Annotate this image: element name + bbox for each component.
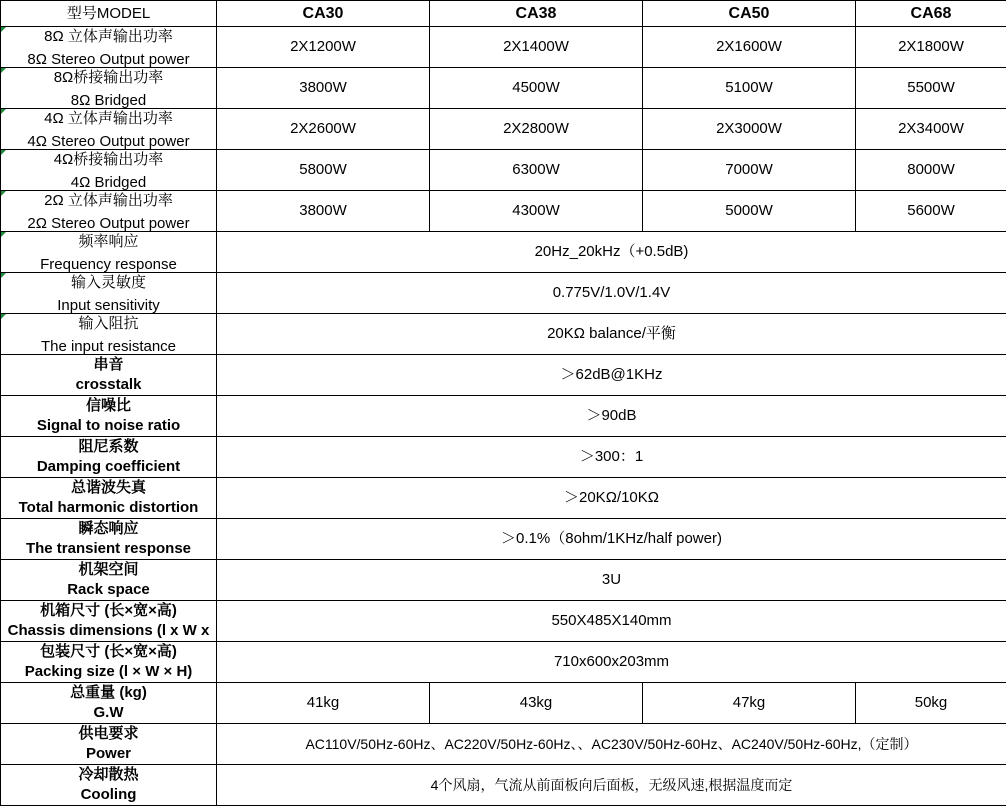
label-zh: 4Ω 立体声输出功率: [1, 109, 216, 129]
row-label-cell[interactable]: [1, 560, 217, 601]
value-cell[interactable]: 2X1800W: [856, 27, 1006, 68]
merged-value-cell[interactable]: ＞0.1%（8ohm/1KHz/half power): [217, 519, 1006, 560]
row-label-cell[interactable]: [1, 273, 217, 314]
row-label-cell[interactable]: [1, 765, 217, 806]
table-row: [1, 560, 1006, 601]
table-row: [1, 314, 1006, 355]
value-cell[interactable]: 2X1600W: [643, 27, 856, 68]
label-en: 4Ω Stereo Output power: [1, 132, 216, 149]
value-cell[interactable]: 2X1200W: [217, 27, 430, 68]
table-row: [1, 396, 1006, 437]
value-cell[interactable]: 5600W: [856, 191, 1006, 232]
row-label-cell[interactable]: [1, 150, 217, 191]
table-row: [1, 191, 1006, 232]
model-ca30-header[interactable]: CA30: [217, 1, 430, 27]
value-cell[interactable]: 2X3000W: [643, 109, 856, 150]
table-row: [1, 642, 1006, 683]
row-label-cell[interactable]: [1, 437, 217, 478]
label-zh: 输入阻抗: [1, 314, 216, 334]
table-row: [1, 478, 1006, 519]
value-cell[interactable]: 3800W: [217, 68, 430, 109]
table-row: [1, 724, 1006, 765]
label-en: Signal to noise ratio: [1, 416, 216, 436]
table-row: [1, 109, 1006, 150]
row-label-cell[interactable]: [1, 683, 217, 724]
cell-marker-icon: [1, 109, 6, 114]
label-zh: 冷却散热: [1, 765, 216, 785]
row-label-cell[interactable]: [1, 478, 217, 519]
row-label-cell[interactable]: [1, 601, 217, 642]
label-zh: 包装尺寸 (长×宽×高): [1, 642, 216, 662]
row-label-cell[interactable]: [1, 314, 217, 355]
row-label-cell[interactable]: [1, 724, 217, 765]
value-cell[interactable]: 2X1400W: [430, 27, 643, 68]
label-zh: 总谐波失真: [1, 478, 216, 498]
cell-marker-icon: [1, 232, 6, 237]
value-cell[interactable]: 41kg: [217, 683, 430, 724]
label-zh: 2Ω 立体声输出功率: [1, 191, 216, 211]
merged-value-cell[interactable]: 550X485X140mm: [217, 601, 1006, 642]
label-en: Total harmonic distortion: [1, 498, 216, 518]
label-en: Rack space: [1, 580, 216, 600]
cell-marker-icon: [1, 68, 6, 73]
value-cell[interactable]: 5000W: [643, 191, 856, 232]
model-ca38-header[interactable]: CA38: [430, 1, 643, 27]
label-en: Damping coefficient: [1, 457, 216, 477]
table-row: [1, 765, 1006, 806]
label-zh: 总重量 (kg): [1, 683, 216, 703]
label-zh: 输入灵敏度: [1, 273, 216, 293]
value-cell[interactable]: 3800W: [217, 191, 430, 232]
value-cell[interactable]: 43kg: [430, 683, 643, 724]
value-cell[interactable]: 4500W: [430, 68, 643, 109]
value-cell[interactable]: 47kg: [643, 683, 856, 724]
label-en: The transient response: [1, 539, 216, 559]
label-zh: 瞬态响应: [1, 519, 216, 539]
label-en: 2Ω Stereo Output power: [1, 214, 216, 231]
merged-value-cell[interactable]: ＞62dB@1KHz: [217, 355, 1006, 396]
label-en: crosstalk: [1, 375, 216, 395]
row-label-cell[interactable]: [1, 191, 217, 232]
table-row: [1, 601, 1006, 642]
table-row: [1, 683, 1006, 724]
merged-value-cell[interactable]: ＞20KΩ/10KΩ: [217, 478, 1006, 519]
label-zh: 机架空间: [1, 560, 216, 580]
label-zh: 4Ω桥接输出功率: [1, 150, 216, 170]
value-cell[interactable]: 5500W: [856, 68, 1006, 109]
table-row: [1, 355, 1006, 396]
label-en: 8Ω Stereo Output power: [1, 50, 216, 67]
value-cell[interactable]: 5800W: [217, 150, 430, 191]
model-ca50-header[interactable]: CA50: [643, 1, 856, 27]
label-zh: 信噪比: [1, 396, 216, 416]
cell-marker-icon: [1, 191, 6, 196]
row-label-cell[interactable]: [1, 232, 217, 273]
table-row: [1, 150, 1006, 191]
label-en: Packing size (l × W × H): [1, 662, 216, 682]
merged-value-cell[interactable]: 4个风扇，气流从前面板向后面板，无级风速,根据温度而定: [217, 765, 1006, 806]
cell-marker-icon: [1, 27, 6, 32]
table-row: [1, 68, 1006, 109]
row-label-cell[interactable]: [1, 642, 217, 683]
label-en: 4Ω Bridged: [1, 173, 216, 190]
label-zh: 频率响应: [1, 232, 216, 252]
label-zh: 串音: [1, 355, 216, 375]
label-zh: 8Ω 立体声输出功率: [1, 27, 216, 47]
row-label-cell[interactable]: [1, 396, 217, 437]
merged-value-cell[interactable]: 0.775V/1.0V/1.4V: [217, 273, 1006, 314]
table-row: [1, 232, 1006, 273]
cell-marker-icon: [1, 273, 6, 278]
table-row: [1, 437, 1006, 478]
label-en: The input resistance: [1, 337, 216, 354]
value-cell[interactable]: 2X2800W: [430, 109, 643, 150]
label-zh: 8Ω桥接输出功率: [1, 68, 216, 88]
row-label-cell[interactable]: [1, 109, 217, 150]
label-en: Input sensitivity: [1, 296, 216, 313]
value-cell[interactable]: 4300W: [430, 191, 643, 232]
value-cell[interactable]: 5100W: [643, 68, 856, 109]
label-en: Frequency response: [1, 255, 216, 272]
value-cell[interactable]: 2X3400W: [856, 109, 1006, 150]
value-cell[interactable]: 2X2600W: [217, 109, 430, 150]
merged-value-cell[interactable]: ＞300：1: [217, 437, 1006, 478]
value-cell[interactable]: 8000W: [856, 150, 1006, 191]
row-label-cell[interactable]: [1, 355, 217, 396]
row-label-cell[interactable]: [1, 519, 217, 560]
value-cell[interactable]: 50kg: [856, 683, 1006, 724]
row-label-cell[interactable]: [1, 27, 217, 68]
model-header-cell[interactable]: 型号MODEL: [1, 1, 217, 27]
model-ca68-header[interactable]: CA68: [856, 1, 1006, 27]
table-row: [1, 27, 1006, 68]
label-en: 8Ω Bridged: [1, 91, 216, 108]
label-en: Power: [1, 744, 216, 764]
merged-value-cell[interactable]: 710x600x203mm: [217, 642, 1006, 683]
cell-marker-icon: [1, 150, 6, 155]
merged-value-cell[interactable]: ＞90dB: [217, 396, 1006, 437]
header-row: [1, 1, 1006, 27]
merged-value-cell[interactable]: 20KΩ balance/平衡: [217, 314, 1006, 355]
label-zh: 机箱尺寸 (长×宽×高): [1, 601, 216, 621]
table-row: [1, 519, 1006, 560]
label-zh: 阻尼系数: [1, 437, 216, 457]
value-cell[interactable]: 7000W: [643, 150, 856, 191]
merged-value-cell[interactable]: 3U: [217, 560, 1006, 601]
label-zh: 供电要求: [1, 724, 216, 744]
label-en: Cooling: [1, 785, 216, 805]
merged-value-cell[interactable]: 20Hz_20kHz（+0.5dB): [217, 232, 1006, 273]
label-en: G.W: [1, 703, 216, 723]
label-en: Chassis dimensions (l x W x: [1, 621, 216, 641]
table-row: [1, 273, 1006, 314]
cell-marker-icon: [1, 314, 6, 319]
value-cell[interactable]: 6300W: [430, 150, 643, 191]
merged-value-cell[interactable]: AC110V/50Hz-60Hz、AC220V/50Hz-60Hz、、AC230V/50Hz-60Hz、AC240V/50Hz-60Hz,（定制）: [217, 724, 1006, 765]
row-label-cell[interactable]: [1, 68, 217, 109]
